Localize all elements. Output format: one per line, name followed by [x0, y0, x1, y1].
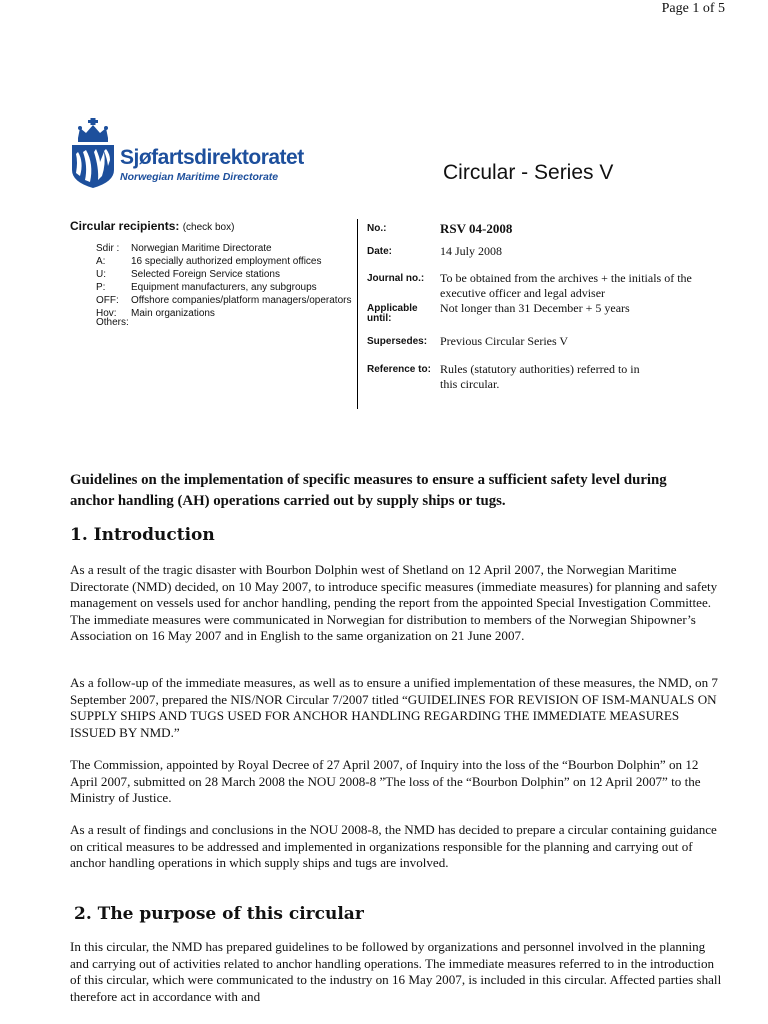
logo: [70, 118, 330, 190]
meta-value-applicable: Not longer than 31 December + 5 years: [440, 301, 630, 315]
meta-value-date: 14 July 2008: [440, 244, 503, 258]
meta-value-number: RSV 04-2008: [440, 221, 513, 236]
logo-name: Sjøfartsdirektoratet: [120, 146, 304, 169]
recipient-code: Others:: [96, 317, 129, 328]
meta-label: Reference to:: [367, 364, 431, 375]
recipient-desc: Main organizations: [131, 308, 215, 319]
logo-subtitle: Norwegian Maritime Directorate: [120, 171, 279, 183]
section-title-introduction: 1. Introduction: [70, 525, 215, 545]
recipient-code: U:: [96, 269, 106, 280]
paragraph: As a result of findings and conclusions in the NOU 2008-8, the NMD has decided to prepare a circular containing guidance on critical measures to be addressed and implemented in organizations responsible for the planning and carrying out of anchor handling operations in which supply ships and tugs are involved.: [70, 822, 717, 870]
recipient-row: [96, 268, 360, 281]
page-number: Page 1 of 5: [661, 1, 725, 16]
meta-label: Applicable until:: [367, 303, 418, 324]
recipient-code: Sdir :: [96, 243, 120, 254]
recipient-desc: Norwegian Maritime Directorate: [131, 243, 272, 254]
recipient-desc: Offshore companies/platform managers/operators: [131, 295, 352, 306]
meta-value-supersedes: Previous Circular Series V: [440, 334, 569, 348]
recipient-row: [96, 281, 360, 294]
recipient-code: A:: [96, 256, 106, 267]
recipient-code: P:: [96, 282, 106, 293]
recipient-code: Hov:: [96, 308, 117, 319]
recipient-code: OFF:: [96, 295, 119, 306]
recipient-desc: Equipment manufacturers, any subgroups: [131, 282, 317, 293]
recipient-row: [96, 255, 360, 268]
crown-shield-emblem-icon: [70, 118, 116, 188]
meta-label: Date:: [367, 246, 393, 257]
recipients-list: [96, 242, 360, 329]
recipients-title: [70, 219, 360, 233]
section-title-purpose: 2. The purpose of this circular: [74, 904, 364, 924]
paragraph: The Commission, appointed by Royal Decree of 27 April 2007, of Inquiry into the loss of the “Bourbon Dolphin” on 12 April 2007, submitted on 28 March 2008 the NOU 2008-8 ”The loss of the “Bourbon Dolphin” on 12 April 2007” to the Ministry of Justice.: [70, 757, 701, 805]
meta-label: Journal no.:: [367, 273, 425, 284]
paragraph: As a result of the tragic disaster with Bourbon Dolphin west of Shetland on 12 April 2007, the Norwegian Maritime Directorate (NMD) decided, on 10 May 2007, to introduce specific measures (immediate measures) for planning and safety management on vessels used for anchor handling, pending the report from the appointed Special Investigation Committee. The immediate measures were communicated in Norwegian for distribution to members of the Norwegian Shipowner’s Association on 16 May 2007 and in English to the same organization on 21 June 2007.: [70, 562, 718, 643]
meta-label: No.:: [367, 223, 387, 234]
paragraph: In this circular, the NMD has prepared guidelines to be followed by organizations and personnel involved in the planning and carrying out of activities related to anchor handling operations. The immediate measures referred to in the introduction of this circular, which were communicated to the industry on 16 May 2007, is included in this circular. Affected parties shall therefore act in accordance with and: [70, 939, 722, 1004]
meta-label: Supersedes:: [367, 336, 428, 347]
recipient-row: [96, 242, 360, 255]
circular-recipients: [70, 219, 360, 329]
recipient-row: [96, 294, 360, 307]
meta-value-reference: Rules (statutory authorities) referred to in this circular.: [440, 362, 640, 391]
meta-value-journal: To be obtained from the archives + the initials of the executive officer and legal adviser: [440, 271, 692, 300]
divider-vertical: [357, 219, 358, 409]
document-heading: Guidelines on the implementation of specific measures to ensure a sufficient safety level during anchor handling (AH) operations carried out by supply ships or tugs.: [70, 472, 667, 509]
recipient-desc: 16 specially authorized employment offices: [131, 256, 322, 267]
paragraph: As a follow-up of the immediate measures, as well as to ensure a unified implementation of these measures, the NMD, on 7 September 2007, prepared the NIS/NOR Circular 7/2007 titled “GUIDELINES FOR REVISION OF ISM-MANUALS ON SUPPLY SHIPS AND TUGS USED FOR ANCHOR HANDLING REGARDING THE IMMEDIATE MEASURES ISSUED BY NMD.”: [70, 675, 718, 740]
recipients-title-text: Circular recipients:: [70, 219, 180, 233]
circular-series-title: Circular - Series V: [443, 161, 614, 184]
recipients-hint: (check box): [182, 222, 235, 233]
recipient-desc: Selected Foreign Service stations: [131, 269, 280, 280]
